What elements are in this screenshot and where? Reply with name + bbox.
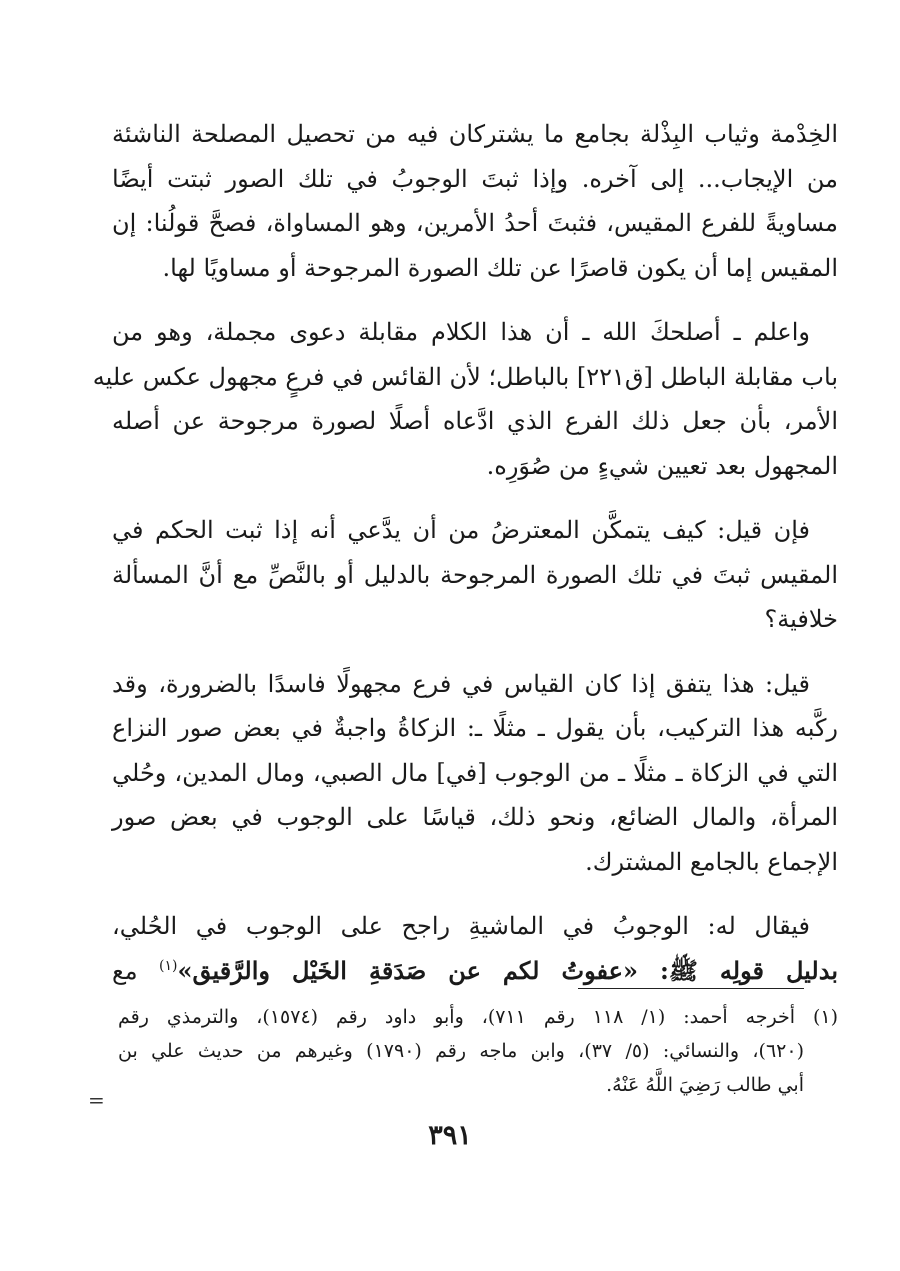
- paragraph-4: [112, 662, 838, 885]
- paragraph-2: [92, 310, 838, 488]
- paragraph-line: [112, 662, 838, 707]
- paragraph-line: المجهول بعد تعيين شيءٍ من صُوَرِه.: [486, 451, 838, 480]
- paragraph-line: باب مقابلة الباطل [ق٢٢١] بالباطل؛ لأن القائس في فرعٍ مجهول عكس عليه: [92, 362, 838, 391]
- paragraph-line: [112, 904, 838, 949]
- paragraph-line: المرأة، والمال الضائع، ونحو ذلك، قياسًا على الوجوب في بعض صور: [112, 803, 838, 831]
- footnote-reference[interactable]: (١): [158, 957, 178, 974]
- paragraph-line: الإجماع بالجامع المشترك.: [585, 847, 838, 876]
- paragraph-5: [112, 904, 838, 993]
- paragraph-line-text: فيقال له: الوجوبُ في الماشيةِ راجح على الوجوب في الحُلي،: [112, 912, 810, 940]
- paragraph-line: [112, 310, 838, 355]
- paragraph-line-text: فإن قيل: كيف يتمكَّن المعترضُ من أن يدَّعي أنه إذا ثبت الحكم في: [112, 516, 810, 544]
- paragraph-line: [112, 949, 838, 994]
- paragraph-3: [112, 508, 838, 642]
- paragraph-1: [112, 112, 838, 290]
- paragraph-line: خلافية؟: [764, 605, 838, 633]
- paragraph-line-text: واعلم ـ أصلحكَ الله ـ أن هذا الكلام مقابلة دعوى مجملة، وهو من: [112, 318, 810, 346]
- paragraph-line: [112, 508, 838, 553]
- paragraph-line: المقيس إما أن يكون قاصرًا عن تلك الصورة المرجوحة أو مساويًا لها.: [162, 253, 838, 282]
- paragraph-line: ركَّبه هذا التركيب، بأن يقول ـ مثلًا ـ: الزكاةُ واجبةٌ في بعض صور النزاع: [112, 714, 838, 742]
- footnotes: [118, 1000, 838, 1102]
- footnote-line: (٦٢٠)، والنسائي: (٥/ ٣٧)، وابن ماجه رقم (١٧٩٠) وغيرهم من حديث علي بن: [118, 1040, 805, 1062]
- footnote-line: (١) أخرجه أحمد: (١/ ١١٨ رقم ٧١١)، وأبو داود رقم (١٥٧٤)، والترمذي رقم: [118, 1006, 839, 1028]
- paragraph-line: الخِدْمة وثياب البِذْلة بجامع ما يشتركان فيه من تحصيل المصلحة الناشئة: [112, 120, 838, 148]
- footnote-line: أبي طالب رَضِيَ اللَّهُ عَنْهُ.: [606, 1074, 804, 1096]
- margin-mark: =: [88, 1088, 105, 1112]
- paragraph-line: مساويةً للفرع المقيس، فثبتَ أحدُ الأمرين، وهو المساواة، فصحَّ قولُنا: إن: [112, 209, 839, 237]
- paragraph-line: من الإيجاب... إلى آخره. وإذا ثبتَ الوجوبُ في تلك الصور ثبتت أيضًا: [112, 164, 838, 193]
- footnote-separator: [578, 988, 804, 989]
- page-body: [92, 112, 839, 1013]
- paragraph-line: الأمر، بأن جعل ذلك الفرع الذي ادَّعاه أصلًا لصورة مرجوحة عن أصله: [112, 407, 838, 435]
- paragraph-line: التي في الزكاة ـ مثلًا ـ من الوجوب [في] مال الصبي، ومال المدين، وحُلي: [112, 758, 838, 787]
- paragraph-line-tail: مع: [112, 956, 138, 985]
- paragraph-line-text: قيل: هذا يتفق إذا كان القياس في فرع مجهولًا فاسدًا بالضرورة، وقد: [112, 669, 810, 698]
- page-number: ٣٩١: [428, 1120, 472, 1151]
- paragraph-line: المقيس ثبتَ في تلك الصورة المرجوحة بالدليل أو بالنَّصِّ مع أنَّ المسألة: [112, 560, 838, 589]
- hadith-quote: بدليل قولِه ﷺ: «عفوتُ لكم عن صَدَقةِ الخَيْل والرَّقيق»: [177, 955, 838, 985]
